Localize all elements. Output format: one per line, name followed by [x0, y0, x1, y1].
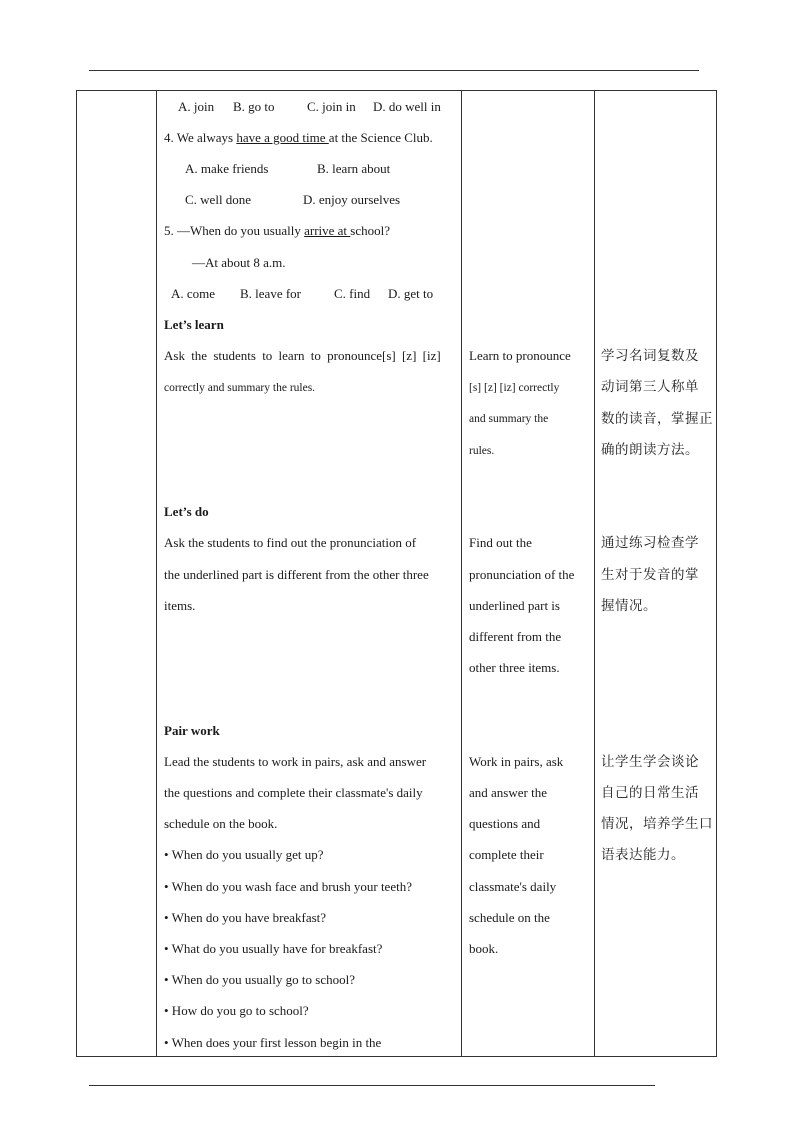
- question-text: at the Science Club.: [328, 130, 433, 145]
- option: C. well done: [185, 192, 252, 207]
- teacher-activity: Ask the students to find out the pronunciation of: [164, 535, 417, 550]
- student-activity: questions and: [469, 816, 541, 831]
- design-purpose: 数的读音，掌握正: [601, 411, 713, 427]
- section-heading: Let’s learn: [164, 317, 224, 332]
- student-activity: and answer the: [469, 785, 547, 800]
- question-item: • How do you go to school?: [164, 1003, 309, 1018]
- design-purpose: 动词第三人称单: [601, 379, 699, 395]
- column-divider: [594, 91, 595, 1056]
- design-purpose: 语表达能力。: [601, 847, 685, 863]
- question-item: • When do you usually go to school?: [164, 972, 355, 987]
- student-activity: underlined part is: [469, 598, 560, 613]
- student-activity: complete their: [469, 847, 544, 862]
- student-activity: and summary the: [469, 413, 549, 425]
- option: B. go to: [233, 99, 275, 114]
- option: B. learn about: [317, 161, 391, 176]
- student-activity: pronunciation of the: [469, 567, 575, 582]
- student-activity: schedule on the: [469, 910, 550, 925]
- student-activity: different from the: [469, 629, 562, 644]
- option: D. enjoy ourselves: [303, 192, 401, 207]
- student-activity: book.: [469, 941, 499, 956]
- section-heading: Let’s do: [164, 504, 209, 519]
- question-5: [164, 223, 390, 239]
- design-purpose: 握情况。: [601, 598, 657, 614]
- section-heading: Pair work: [164, 723, 220, 738]
- student-activity: classmate's daily: [469, 879, 557, 894]
- teacher-activity: Ask the students to learn to pronounce[s] [z] [iz]: [164, 348, 441, 363]
- student-activity: rules.: [469, 445, 495, 457]
- student-activity: Find out the: [469, 535, 532, 550]
- underlined-phrase: arrive at: [304, 223, 351, 238]
- option: A. make friends: [185, 161, 269, 176]
- question-text: 4. We always: [164, 130, 237, 145]
- column-divider: [461, 91, 462, 1056]
- underlined-phrase: have a good time: [236, 130, 329, 145]
- design-purpose: 生对于发音的掌: [601, 567, 699, 583]
- design-purpose: 自己的日常生活: [601, 785, 699, 801]
- question-text: 5. —When do you usually: [164, 223, 305, 238]
- column-divider: [156, 91, 157, 1056]
- header-rule: [89, 70, 699, 71]
- footer-rule: [89, 1085, 655, 1086]
- question-item: • What do you usually have for breakfast?: [164, 941, 383, 956]
- question-item: • When do you have breakfast?: [164, 910, 327, 925]
- teacher-activity: the questions and complete their classmate's daily: [164, 785, 423, 800]
- teacher-activity: Lead the students to work in pairs, ask and answer: [164, 754, 427, 769]
- student-activity: other three items.: [469, 660, 560, 675]
- option: B. leave for: [240, 286, 302, 301]
- teacher-activity: items.: [164, 598, 196, 613]
- teacher-activity: schedule on the book.: [164, 816, 278, 831]
- option: D. get to: [388, 286, 434, 301]
- option: A. join: [178, 99, 215, 114]
- design-purpose: 情况，培养学生口: [601, 816, 713, 832]
- option: C. find: [334, 286, 371, 301]
- teacher-activity: correctly and summary the rules.: [164, 382, 316, 394]
- option: A. come: [171, 286, 216, 301]
- student-activity: [s] [z] [iz] correctly: [469, 382, 560, 394]
- design-purpose: 通过练习检查学: [601, 535, 699, 551]
- option: C. join in: [307, 99, 356, 114]
- student-activity: Learn to pronounce: [469, 348, 571, 363]
- option: D. do well in: [373, 99, 441, 114]
- question-item: • When do you wash face and brush your teeth?: [164, 879, 412, 894]
- teacher-activity: the underlined part is different from the other three: [164, 567, 429, 582]
- question-text: school?: [350, 223, 391, 238]
- question-item: • When do you usually get up?: [164, 847, 324, 862]
- student-activity: Work in pairs, ask: [469, 754, 564, 769]
- question-item: • When does your first lesson begin in the: [164, 1035, 382, 1050]
- question-4: [164, 130, 433, 146]
- answer-line: —At about 8 a.m.: [192, 255, 286, 270]
- design-purpose: 确的朗读方法。: [601, 442, 699, 458]
- design-purpose: 让学生学会谈论: [601, 754, 699, 770]
- design-purpose: 学习名词复数及: [601, 348, 699, 364]
